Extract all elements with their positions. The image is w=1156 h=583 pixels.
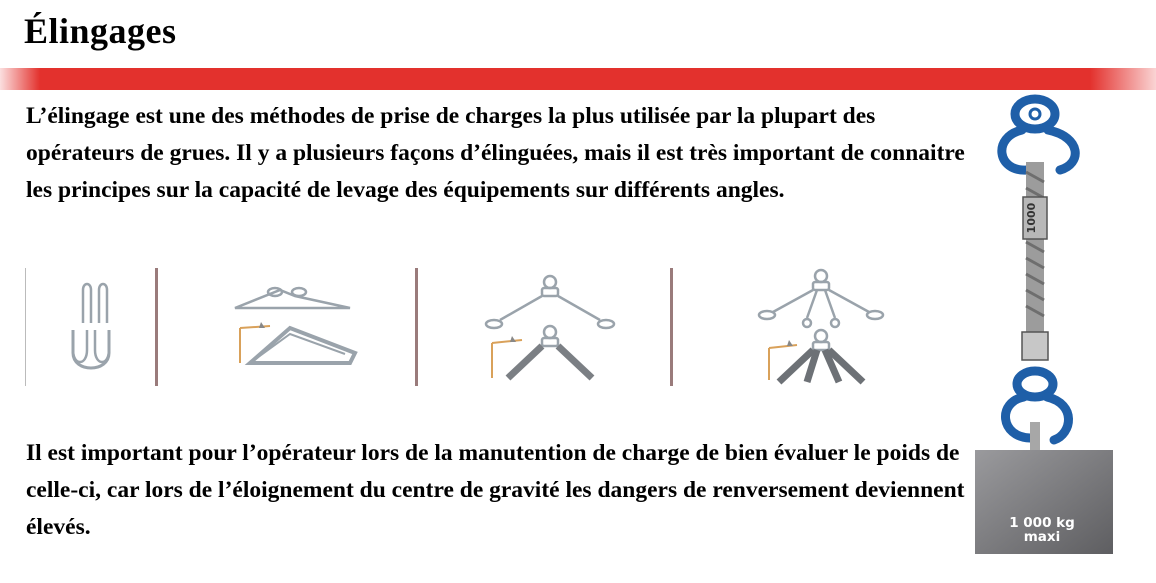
- title-underline-bar: [0, 68, 1156, 90]
- choker-sling-icon: [225, 268, 365, 386]
- four-leg-sling-icon: [755, 268, 895, 386]
- vertical-sling-icon: [65, 268, 135, 386]
- intro-paragraph: L’élingage est une des méthodes de prise de charges la plus utilisée par la plupart des opérateurs de grues. Il y a plusieurs façons d’élinguées, mais il est très important de connaitre les principes sur la capacité de levage des équipements sur différents angles.: [26, 103, 965, 203]
- divider: [670, 268, 673, 386]
- outro-paragraph: Il est important pour l’opérateur lors de la manutention de charge de bien évaluer le poids de celle-ci, car lors de l’éloignement du centre de gravité les dangers de renversement deviennent élevés.: [26, 440, 965, 540]
- rope-tag-label: 1000: [1025, 202, 1038, 234]
- divider: [25, 268, 26, 386]
- sling-illustration: [972, 92, 1122, 562]
- two-leg-sling-icon: [480, 268, 640, 386]
- weight-max-label: maxi: [1023, 529, 1061, 545]
- divider: [415, 268, 418, 386]
- weight-capacity-label: 1 000 kg: [1009, 515, 1075, 531]
- page-title: Élingages: [24, 11, 177, 51]
- sling-diagrams: [25, 268, 905, 386]
- divider: [155, 268, 158, 386]
- hook-icon: [972, 92, 1122, 562]
